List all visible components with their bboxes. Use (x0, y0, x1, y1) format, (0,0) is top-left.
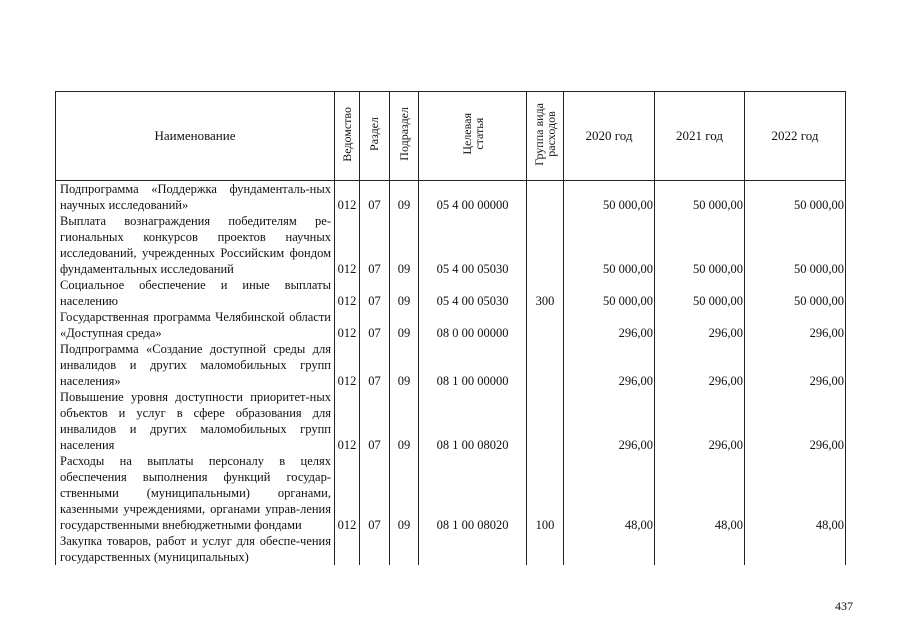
header-2022 (745, 92, 846, 181)
row-department: 012 (335, 453, 360, 533)
row-2022: 50 000,00 (745, 277, 846, 309)
row-section: 07 (360, 341, 390, 389)
table-row (56, 389, 846, 453)
row-2021: 296,00 (655, 309, 745, 341)
row-2022: 50 000,00 (745, 213, 846, 277)
row-section: 07 (360, 213, 390, 277)
row-name: Расходы на выплаты персоналу в целях обеспечения выполнения функций государ-ственными (муниципальными) органами, казенными учреждениями, органами управ-ления государственными внебюджетными фондами (56, 453, 335, 533)
row-2022 (745, 533, 846, 565)
header-2020 (564, 92, 655, 181)
row-expense-group: 100 (527, 453, 564, 533)
row-2021: 50 000,00 (655, 213, 745, 277)
header-target-line2: статья (471, 118, 486, 150)
header-target-stack (461, 113, 485, 155)
row-2021 (655, 533, 745, 565)
row-section: 07 (360, 389, 390, 453)
row-expense-group (527, 533, 564, 565)
row-name: Социальное обеспечение и иные выплаты населению (56, 277, 335, 309)
row-target: 05 4 00 05030 (419, 277, 527, 309)
table-row (56, 341, 846, 389)
row-department: 012 (335, 341, 360, 389)
row-name: Закупка товаров, работ и услуг для обеспе-чения государственных (муниципальных) (56, 533, 335, 565)
row-2022: 48,00 (745, 453, 846, 533)
row-department: 012 (335, 309, 360, 341)
row-subsection: 09 (390, 181, 419, 214)
table-row (56, 309, 846, 341)
row-subsection: 09 (390, 341, 419, 389)
row-department: 012 (335, 389, 360, 453)
header-name (56, 92, 335, 181)
row-target: 08 0 00 00000 (419, 309, 527, 341)
row-expense-group (527, 309, 564, 341)
row-expense-group: 300 (527, 277, 564, 309)
header-subsection-label: Подраздел (396, 107, 411, 161)
row-expense-group (527, 341, 564, 389)
row-name: Подпрограмма «Поддержка фундаменталь-ных научных исследований» (56, 181, 335, 214)
row-2020: 50 000,00 (564, 213, 655, 277)
table-row (56, 213, 846, 277)
header-section-label: Раздел (367, 117, 381, 151)
header-expense-group-line2: расходов (544, 111, 558, 157)
row-target: 08 1 00 00000 (419, 341, 527, 389)
header-expense-group-stack (533, 103, 557, 166)
header-section (360, 92, 390, 181)
row-2021: 48,00 (655, 453, 745, 533)
header-2020-label: 2020 год (585, 128, 633, 143)
row-name: Выплата вознаграждения победителям ре-гиональных конкурсов проектов научных исследований, учрежденных Российским фондом фундаментальных исследований (56, 213, 335, 277)
row-target (419, 533, 527, 565)
row-2020: 50 000,00 (564, 277, 655, 309)
row-section: 07 (360, 453, 390, 533)
row-2022: 296,00 (745, 341, 846, 389)
row-2020 (564, 533, 655, 565)
header-subsection (390, 92, 419, 181)
row-2020: 296,00 (564, 389, 655, 453)
row-2021: 50 000,00 (655, 181, 745, 214)
row-subsection: 09 (390, 389, 419, 453)
row-expense-group (527, 181, 564, 214)
row-department: 012 (335, 213, 360, 277)
header-target (419, 92, 527, 181)
row-2020: 50 000,00 (564, 181, 655, 214)
row-2021: 296,00 (655, 389, 745, 453)
row-subsection: 09 (390, 277, 419, 309)
row-2020: 296,00 (564, 309, 655, 341)
header-2021-label: 2021 год (676, 128, 723, 143)
row-2022: 50 000,00 (745, 181, 846, 214)
row-subsection: 09 (390, 453, 419, 533)
row-target: 05 4 00 05030 (419, 213, 527, 277)
header-target-line1: Целевая (459, 113, 474, 155)
row-target: 08 1 00 08020 (419, 389, 527, 453)
row-section (360, 533, 390, 565)
row-department (335, 533, 360, 565)
row-2022: 296,00 (745, 309, 846, 341)
table-row (56, 277, 846, 309)
table-row (56, 181, 846, 214)
row-name: Государственная программа Челябинской области «Доступная среда» (56, 309, 335, 341)
page-number: 437 (835, 599, 853, 613)
header-2022-label: 2022 год (771, 128, 819, 143)
row-subsection: 09 (390, 309, 419, 341)
row-department: 012 (335, 181, 360, 214)
header-department-label: Ведомство (339, 106, 354, 162)
table-header-row (56, 92, 846, 181)
row-2021: 50 000,00 (655, 277, 745, 309)
table-row (56, 453, 846, 533)
header-2021 (655, 92, 745, 181)
row-section: 07 (360, 309, 390, 341)
header-department (335, 92, 360, 181)
row-section: 07 (360, 277, 390, 309)
row-target: 05 4 00 00000 (419, 181, 527, 214)
row-section: 07 (360, 181, 390, 214)
table-row (56, 533, 846, 565)
header-expense-group-line1: Группа вида (532, 102, 546, 166)
row-department: 012 (335, 277, 360, 309)
row-subsection: 09 (390, 213, 419, 277)
header-expense-group (527, 92, 564, 181)
row-2021: 296,00 (655, 341, 745, 389)
budget-table (55, 91, 846, 565)
row-name: Подпрограмма «Создание доступной среды для инвалидов и других маломобильных групп населения» (56, 341, 335, 389)
row-subsection (390, 533, 419, 565)
row-expense-group (527, 389, 564, 453)
row-name: Повышение уровня доступности приоритет-ных объектов и услуг в сфере образования для инвалидов и других маломобильных групп населения (56, 389, 335, 453)
row-2020: 296,00 (564, 341, 655, 389)
row-target: 08 1 00 08020 (419, 453, 527, 533)
row-2020: 48,00 (564, 453, 655, 533)
header-name-label: Наименование (154, 128, 236, 143)
row-2022: 296,00 (745, 389, 846, 453)
row-expense-group (527, 213, 564, 277)
